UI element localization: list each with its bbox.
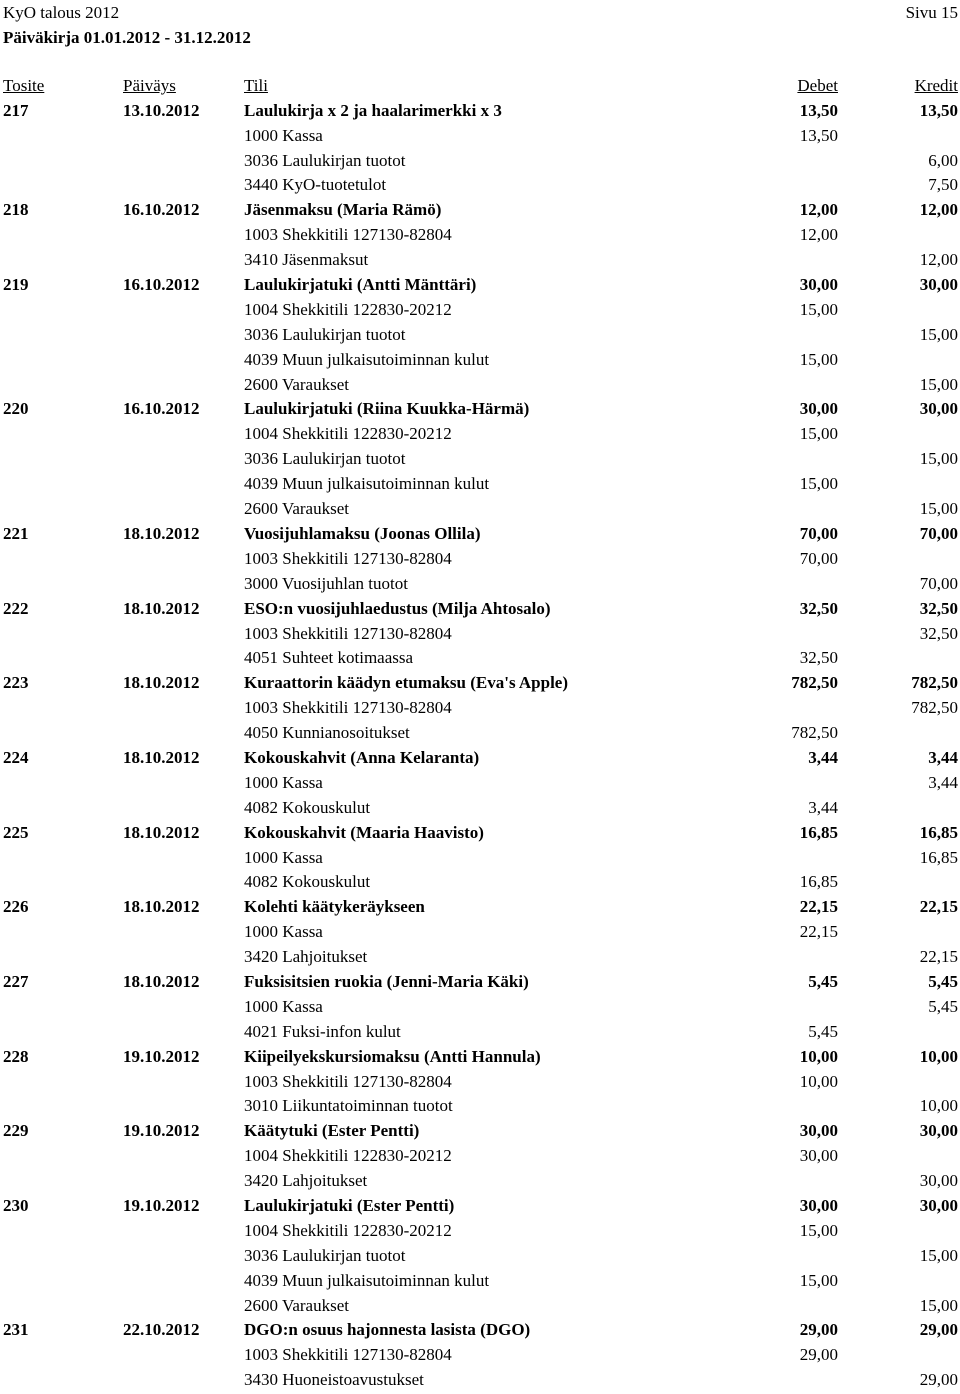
entry-debit-total: 30,00 bbox=[799, 275, 838, 295]
entry-debit-total: 16,85 bbox=[799, 822, 838, 842]
line-credit: 15,00 bbox=[919, 324, 958, 344]
document-title: KyO talous 2012 bbox=[3, 3, 120, 22]
line-account: 3036 Laulukirjan tuotot bbox=[244, 150, 406, 170]
column-header-row bbox=[0, 74, 960, 99]
entry-voucher-number: 229 bbox=[3, 1121, 29, 1141]
line-credit: 6,00 bbox=[928, 150, 958, 170]
entry-line-row bbox=[0, 1020, 960, 1045]
entry-header-row bbox=[0, 1045, 960, 1070]
line-account: 1000 Kassa bbox=[244, 772, 323, 792]
line-credit: 15,00 bbox=[919, 374, 958, 394]
line-account: 1003 Shekkitili 127130-82804 bbox=[244, 623, 452, 643]
line-account: 1000 Kassa bbox=[244, 847, 323, 867]
line-debit: 32,50 bbox=[799, 648, 838, 668]
entry-line-row bbox=[0, 373, 960, 398]
entry-date: 18.10.2012 bbox=[123, 673, 200, 693]
entry-date: 16.10.2012 bbox=[123, 399, 200, 419]
entry-debit-total: 29,00 bbox=[799, 1320, 838, 1340]
line-debit: 15,00 bbox=[799, 424, 838, 444]
line-account: 3430 Huoneistoavustukset bbox=[244, 1370, 424, 1390]
entry-date: 18.10.2012 bbox=[123, 523, 200, 543]
entry-debit-total: 5,45 bbox=[808, 971, 838, 991]
entry-line-row bbox=[0, 721, 960, 746]
entry-date: 18.10.2012 bbox=[123, 598, 200, 618]
entry-voucher-number: 226 bbox=[3, 897, 29, 917]
entry-line-row bbox=[0, 298, 960, 323]
entry-voucher-number: 220 bbox=[3, 399, 29, 419]
entry-debit-total: 13,50 bbox=[799, 100, 838, 120]
entry-credit-total: 5,45 bbox=[928, 971, 958, 991]
entry-line-row bbox=[0, 572, 960, 597]
entry-line-row bbox=[0, 547, 960, 572]
line-account: 3420 Lahjoitukset bbox=[244, 947, 368, 967]
entry-line-row bbox=[0, 1294, 960, 1319]
line-account: 1003 Shekkitili 127130-82804 bbox=[244, 1071, 452, 1091]
line-credit: 32,50 bbox=[919, 623, 958, 643]
entry-credit-total: 30,00 bbox=[919, 1121, 958, 1141]
entry-line-row bbox=[0, 1144, 960, 1169]
entry-header-row bbox=[0, 895, 960, 920]
entry-voucher-number: 227 bbox=[3, 971, 29, 991]
entry-date: 13.10.2012 bbox=[123, 100, 200, 120]
entry-description: Vuosijuhlamaksu (Joonas Ollila) bbox=[244, 523, 481, 543]
entry-line-row bbox=[0, 472, 960, 497]
entry-line-row bbox=[0, 1169, 960, 1194]
entry-voucher-number: 231 bbox=[3, 1320, 29, 1340]
line-account: 3010 Liikuntatoiminnan tuotot bbox=[244, 1096, 453, 1116]
line-debit: 10,00 bbox=[799, 1071, 838, 1091]
line-credit: 15,00 bbox=[919, 1245, 958, 1265]
entry-voucher-number: 223 bbox=[3, 673, 29, 693]
entry-description: Käätytuki (Ester Pentti) bbox=[244, 1121, 420, 1141]
entry-header-row bbox=[0, 397, 960, 422]
entry-description: Fuksisitsien ruokia (Jenni-Maria Käki) bbox=[244, 971, 529, 991]
journal-entries bbox=[0, 99, 960, 1393]
entry-header-row bbox=[0, 970, 960, 995]
entry-debit-total: 70,00 bbox=[799, 523, 838, 543]
entry-line-row bbox=[0, 348, 960, 373]
entry-credit-total: 16,85 bbox=[919, 822, 958, 842]
entry-description: Kokouskahvit (Maaria Haavisto) bbox=[244, 822, 484, 842]
entry-description: Kuraattorin käädyn etumaksu (Eva's Apple) bbox=[244, 673, 568, 693]
entry-credit-total: 29,00 bbox=[919, 1320, 958, 1340]
entry-date: 22.10.2012 bbox=[123, 1320, 200, 1340]
line-debit: 22,15 bbox=[799, 922, 838, 942]
line-account: 4039 Muun julkaisutoiminnan kulut bbox=[244, 1270, 490, 1290]
entry-description: Laulukirjatuki (Riina Kuukka-Härmä) bbox=[244, 399, 530, 419]
line-account: 2600 Varaukset bbox=[244, 1295, 349, 1315]
line-account: 4021 Fuksi-infon kulut bbox=[244, 1021, 401, 1041]
entry-line-row bbox=[0, 223, 960, 248]
entry-credit-total: 22,15 bbox=[919, 897, 958, 917]
entry-voucher-number: 221 bbox=[3, 523, 29, 543]
entry-debit-total: 3,44 bbox=[808, 747, 838, 767]
entry-line-row bbox=[0, 870, 960, 895]
entry-line-row bbox=[0, 173, 960, 198]
line-account: 4039 Muun julkaisutoiminnan kulut bbox=[244, 474, 490, 494]
line-debit: 15,00 bbox=[799, 349, 838, 369]
entry-description: DGO:n osuus hajonnesta lasista (DGO) bbox=[244, 1320, 531, 1340]
entry-voucher-number: 222 bbox=[3, 598, 29, 618]
entry-credit-total: 32,50 bbox=[919, 598, 958, 618]
entry-line-row bbox=[0, 1070, 960, 1095]
entry-date: 18.10.2012 bbox=[123, 747, 200, 767]
column-header-tosite: Tosite bbox=[3, 76, 45, 95]
entry-header-row bbox=[0, 1194, 960, 1219]
entry-credit-total: 12,00 bbox=[919, 200, 958, 220]
line-credit: 30,00 bbox=[919, 1171, 958, 1191]
line-debit: 12,00 bbox=[799, 225, 838, 245]
entry-line-row bbox=[0, 124, 960, 149]
line-account: 1004 Shekkitili 122830-20212 bbox=[244, 299, 452, 319]
entry-header-row bbox=[0, 1119, 960, 1144]
entry-voucher-number: 224 bbox=[3, 747, 29, 767]
entry-credit-total: 3,44 bbox=[928, 747, 958, 767]
line-credit: 10,00 bbox=[919, 1096, 958, 1116]
entry-line-row bbox=[0, 422, 960, 447]
line-debit: 30,00 bbox=[799, 1146, 838, 1166]
entry-line-row bbox=[0, 622, 960, 647]
line-debit: 15,00 bbox=[799, 474, 838, 494]
entry-voucher-number: 218 bbox=[3, 200, 29, 220]
entry-credit-total: 30,00 bbox=[919, 275, 958, 295]
line-debit: 13,50 bbox=[799, 125, 838, 145]
line-credit: 22,15 bbox=[919, 947, 958, 967]
entry-voucher-number: 219 bbox=[3, 275, 29, 295]
entry-header-row bbox=[0, 522, 960, 547]
line-debit: 782,50 bbox=[791, 723, 838, 743]
entry-debit-total: 32,50 bbox=[799, 598, 838, 618]
entry-description: Kiipeilyekskursiomaksu (Antti Hannula) bbox=[244, 1046, 541, 1066]
line-account: 1000 Kassa bbox=[244, 996, 323, 1016]
line-debit: 15,00 bbox=[799, 1220, 838, 1240]
entry-credit-total: 30,00 bbox=[919, 1195, 958, 1215]
line-account: 3036 Laulukirjan tuotot bbox=[244, 1245, 406, 1265]
entry-debit-total: 30,00 bbox=[799, 399, 838, 419]
entry-credit-total: 30,00 bbox=[919, 399, 958, 419]
entry-description: Laulukirjatuki (Ester Pentti) bbox=[244, 1195, 455, 1215]
entry-header-row bbox=[0, 746, 960, 771]
line-credit: 5,45 bbox=[928, 996, 958, 1016]
line-debit: 16,85 bbox=[799, 872, 838, 892]
entry-credit-total: 782,50 bbox=[911, 673, 958, 693]
entry-line-row bbox=[0, 1269, 960, 1294]
line-account: 1004 Shekkitili 122830-20212 bbox=[244, 1146, 452, 1166]
line-account: 1003 Shekkitili 127130-82804 bbox=[244, 548, 452, 568]
line-debit: 3,44 bbox=[808, 797, 838, 817]
entry-voucher-number: 217 bbox=[3, 100, 29, 120]
entry-header-row bbox=[0, 273, 960, 298]
line-account: 4082 Kokouskulut bbox=[244, 797, 371, 817]
entry-date: 18.10.2012 bbox=[123, 971, 200, 991]
line-account: 4051 Suhteet kotimaassa bbox=[244, 648, 414, 668]
line-account: 3036 Laulukirjan tuotot bbox=[244, 449, 406, 469]
line-account: 3000 Vuosijuhlan tuotot bbox=[244, 573, 408, 593]
entry-description: Jäsenmaksu (Maria Rämö) bbox=[244, 200, 442, 220]
line-account: 3410 Jäsenmaksut bbox=[244, 250, 369, 270]
entry-header-row bbox=[0, 597, 960, 622]
entry-header-row bbox=[0, 198, 960, 223]
entry-line-row bbox=[0, 920, 960, 945]
entry-description: Kokouskahvit (Anna Kelaranta) bbox=[244, 747, 480, 767]
entry-credit-total: 10,00 bbox=[919, 1046, 958, 1066]
entry-line-row bbox=[0, 1219, 960, 1244]
line-credit: 782,50 bbox=[911, 698, 958, 718]
line-credit: 15,00 bbox=[919, 1295, 958, 1315]
entry-header-row bbox=[0, 99, 960, 124]
entry-line-row bbox=[0, 1244, 960, 1269]
entry-line-row bbox=[0, 995, 960, 1020]
entry-header-row bbox=[0, 1318, 960, 1343]
journal-date-range: Päiväkirja 01.01.2012 - 31.12.2012 bbox=[3, 28, 251, 47]
line-credit: 70,00 bbox=[919, 573, 958, 593]
line-account: 1003 Shekkitili 127130-82804 bbox=[244, 225, 452, 245]
entry-voucher-number: 230 bbox=[3, 1195, 29, 1215]
column-header-date: Päiväys bbox=[123, 76, 176, 95]
page-number: Sivu 15 bbox=[905, 3, 958, 22]
line-account: 1000 Kassa bbox=[244, 125, 323, 145]
line-credit: 15,00 bbox=[919, 499, 958, 519]
line-debit: 15,00 bbox=[799, 299, 838, 319]
entry-debit-total: 782,50 bbox=[791, 673, 838, 693]
entry-debit-total: 30,00 bbox=[799, 1195, 838, 1215]
entry-line-row bbox=[0, 447, 960, 472]
entry-line-row bbox=[0, 1343, 960, 1368]
entry-line-row bbox=[0, 696, 960, 721]
entry-credit-total: 13,50 bbox=[919, 100, 958, 120]
entry-description: Laulukirja x 2 ja haalarimerkki x 3 bbox=[244, 100, 502, 120]
entry-line-row bbox=[0, 149, 960, 174]
line-credit: 3,44 bbox=[928, 772, 958, 792]
line-debit: 29,00 bbox=[799, 1345, 838, 1365]
entry-date: 19.10.2012 bbox=[123, 1195, 200, 1215]
entry-debit-total: 30,00 bbox=[799, 1121, 838, 1141]
entry-description: Laulukirjatuki (Antti Mänttäri) bbox=[244, 275, 477, 295]
line-credit: 15,00 bbox=[919, 449, 958, 469]
column-header-debit: Debet bbox=[797, 76, 838, 95]
entry-voucher-number: 225 bbox=[3, 822, 29, 842]
line-credit: 29,00 bbox=[919, 1370, 958, 1390]
entry-header-row bbox=[0, 671, 960, 696]
entry-description: Kolehti käätykeräykseen bbox=[244, 897, 425, 917]
line-account: 3440 KyO-tuotetulot bbox=[244, 175, 387, 195]
entry-line-row bbox=[0, 945, 960, 970]
entry-date: 18.10.2012 bbox=[123, 822, 200, 842]
line-credit: 12,00 bbox=[919, 250, 958, 270]
entry-voucher-number: 228 bbox=[3, 1046, 29, 1066]
line-account: 4050 Kunnianosoitukset bbox=[244, 723, 410, 743]
line-account: 1003 Shekkitili 127130-82804 bbox=[244, 1345, 452, 1365]
line-account: 1000 Kassa bbox=[244, 922, 323, 942]
entry-credit-total: 70,00 bbox=[919, 523, 958, 543]
line-account: 1004 Shekkitili 122830-20212 bbox=[244, 1220, 452, 1240]
entry-header-row bbox=[0, 821, 960, 846]
entry-date: 16.10.2012 bbox=[123, 275, 200, 295]
entry-line-row bbox=[0, 248, 960, 273]
column-header-account: Tili bbox=[244, 76, 268, 95]
line-account: 2600 Varaukset bbox=[244, 374, 349, 394]
entry-line-row bbox=[0, 323, 960, 348]
entry-line-row bbox=[0, 1094, 960, 1119]
entry-debit-total: 12,00 bbox=[799, 200, 838, 220]
entry-line-row bbox=[0, 771, 960, 796]
line-debit: 15,00 bbox=[799, 1270, 838, 1290]
column-header-credit: Kredit bbox=[914, 76, 958, 95]
entry-line-row bbox=[0, 497, 960, 522]
entry-debit-total: 10,00 bbox=[799, 1046, 838, 1066]
entry-debit-total: 22,15 bbox=[799, 897, 838, 917]
line-account: 1003 Shekkitili 127130-82804 bbox=[244, 698, 452, 718]
entry-date: 16.10.2012 bbox=[123, 200, 200, 220]
entry-description: ESO:n vuosijuhlaedustus (Milja Ahtosalo) bbox=[244, 598, 551, 618]
entry-date: 19.10.2012 bbox=[123, 1121, 200, 1141]
line-account: 2600 Varaukset bbox=[244, 499, 349, 519]
line-credit: 7,50 bbox=[928, 175, 958, 195]
entry-line-row bbox=[0, 1368, 960, 1393]
entry-date: 19.10.2012 bbox=[123, 1046, 200, 1066]
line-account: 4082 Kokouskulut bbox=[244, 872, 371, 892]
entry-date: 18.10.2012 bbox=[123, 897, 200, 917]
line-account: 3420 Lahjoitukset bbox=[244, 1171, 368, 1191]
line-account: 1004 Shekkitili 122830-20212 bbox=[244, 424, 452, 444]
entry-line-row bbox=[0, 646, 960, 671]
line-account: 4039 Muun julkaisutoiminnan kulut bbox=[244, 349, 490, 369]
line-account: 3036 Laulukirjan tuotot bbox=[244, 324, 406, 344]
line-credit: 16,85 bbox=[919, 847, 958, 867]
entry-line-row bbox=[0, 796, 960, 821]
entry-line-row bbox=[0, 846, 960, 871]
line-debit: 70,00 bbox=[799, 548, 838, 568]
line-debit: 5,45 bbox=[808, 1021, 838, 1041]
